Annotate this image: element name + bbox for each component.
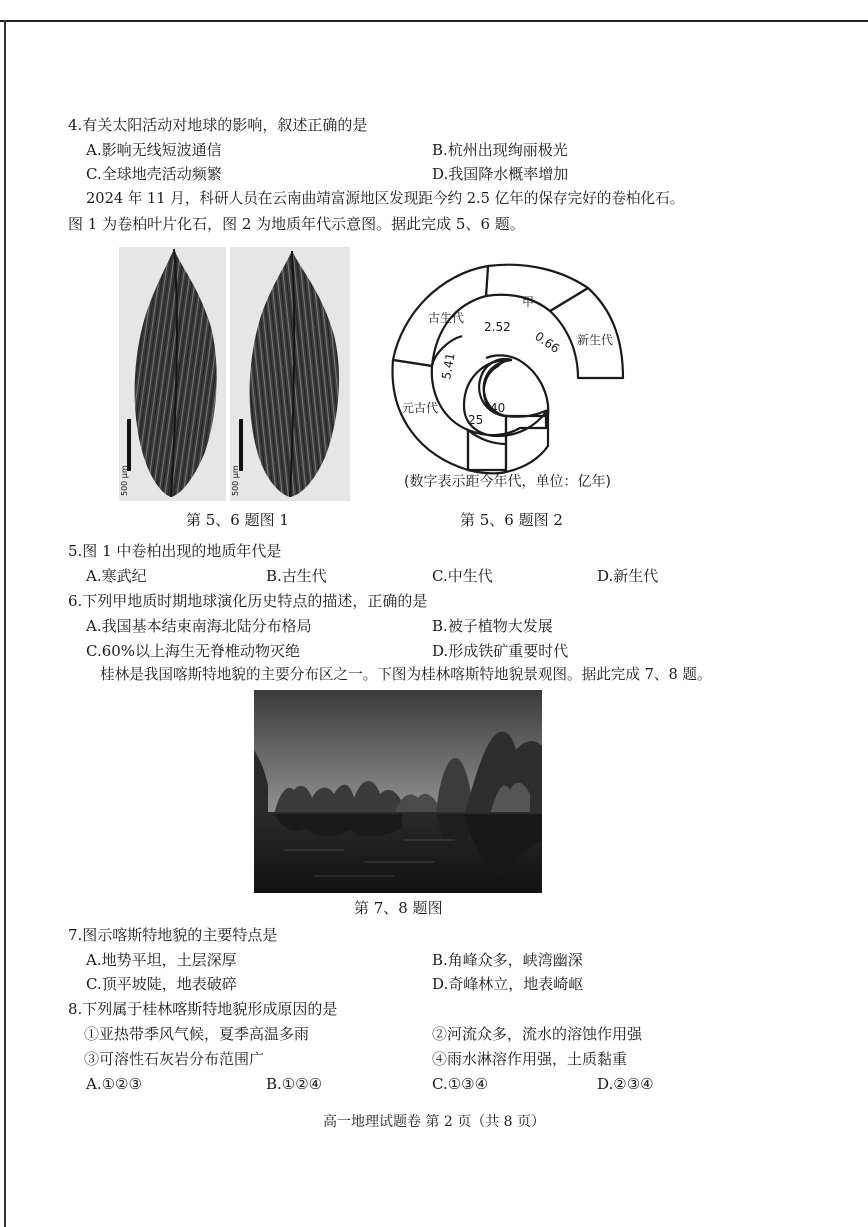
fig2-note: (数字表示距今年代，单位：亿年) (404, 474, 611, 490)
q6-option-d: D.形成铁矿重要时代 (432, 642, 569, 660)
q8-option-b: B.①②④ (266, 1075, 323, 1093)
label-proterozoic: 元古代 (402, 401, 439, 415)
q8-statement-1: ①亚热带季风气候，夏季高温多雨 (84, 1025, 310, 1043)
q6-option-b: B.被子植物大发展 (432, 617, 553, 635)
label-cenozoic: 新生代 (577, 333, 614, 347)
number-40: 40 (490, 401, 506, 415)
fossil-scale-label-right: 500 μm (231, 465, 240, 496)
q4-option-b: B.杭州出现绚丽极光 (432, 141, 568, 159)
number-25: 25 (468, 413, 484, 427)
karst-landscape-photo (254, 690, 542, 893)
band-proterozoic (393, 360, 468, 470)
fig2-caption: 第 5、6 题图 2 (460, 511, 563, 529)
scan-frame-top (0, 20, 868, 22)
q4-option-d: D.我国降水概率增加 (432, 165, 569, 183)
intro-78: 桂林是我国喀斯特地貌的主要分布区之一。下图为桂林喀斯特地貌景观图。据此完成 7、8 题。 (100, 666, 712, 683)
q7-option-a: A.地势平坦，土层深厚 (86, 951, 237, 969)
q5-stem: 5.图 1 中卷柏出现的地质年代是 (68, 542, 282, 560)
q6-option-c: C.60%以上海生无脊椎动物灭绝 (86, 642, 301, 660)
q7-stem: 7.图示喀斯特地貌的主要特点是 (68, 926, 278, 944)
q8-option-a: A.①②③ (86, 1075, 142, 1093)
q8-stem: 8.下列属于桂林喀斯特地貌形成原因的是 (68, 1000, 338, 1018)
q4-stem: 4.有关太阳活动对地球的影响，叙述正确的是 (68, 116, 368, 134)
q8-statement-3: ③可溶性石灰岩分布范围广 (84, 1050, 265, 1068)
intro-56-line2: 图 1 为卷柏叶片化石，图 2 为地质年代示意图。据此完成 5、6 题。 (68, 215, 525, 233)
q4-option-c: C.全球地壳活动频繁 (86, 165, 222, 183)
q7-option-c: C.顶平坡陡，地表破碎 (86, 975, 237, 993)
q8-option-d: D.②③④ (597, 1075, 654, 1093)
karst-photo-caption: 第 7、8 题图 (354, 899, 443, 917)
fossil-photo-left (119, 247, 226, 501)
q6-stem: 6.下列甲地质时期地球演化历史特点的描述，正确的是 (68, 592, 428, 610)
number-5-41: 5.41 (439, 351, 458, 381)
page-footer: 高一地理试题卷 第 2 页（共 8 页） (322, 1114, 546, 1130)
intro-56-line1: 2024 年 11 月，科研人员在云南曲靖富源地区发现距今约 2.5 亿年的保存完好的卷柏化石。 (86, 190, 685, 207)
label-paleozoic: 古生代 (428, 311, 465, 325)
fossil-photo-right (230, 247, 350, 501)
number-0-66: 0.66 (532, 328, 563, 356)
q5-option-b: B.古生代 (266, 567, 327, 585)
q5-option-d: D.新生代 (597, 567, 659, 585)
q4-option-a: A.影响无线短波通信 (86, 141, 222, 159)
q5-option-a: A.寒武纪 (86, 567, 147, 585)
q8-statement-2: ②河流众多，流水的溶蚀作用强 (432, 1025, 643, 1043)
q8-statement-4: ④雨水淋溶作用强，土质黏重 (432, 1050, 628, 1068)
q7-option-d: D.奇峰林立，地表崎岖 (432, 975, 584, 993)
q5-option-c: C.中生代 (432, 567, 493, 585)
label-jia: 甲 (522, 295, 535, 309)
geologic-time-diagram (388, 256, 638, 496)
fig1-caption: 第 5、6 题图 1 (186, 511, 289, 529)
q8-option-c: C.①③④ (432, 1075, 489, 1093)
number-2-52: 2.52 (484, 320, 511, 334)
q6-option-a: A.我国基本结束南海北陆分布格局 (86, 617, 312, 635)
q7-option-b: B.角峰众多，峡湾幽深 (432, 951, 583, 969)
scan-frame-left (4, 20, 6, 1227)
fossil-scale-label-left: 500 μm (120, 465, 129, 496)
